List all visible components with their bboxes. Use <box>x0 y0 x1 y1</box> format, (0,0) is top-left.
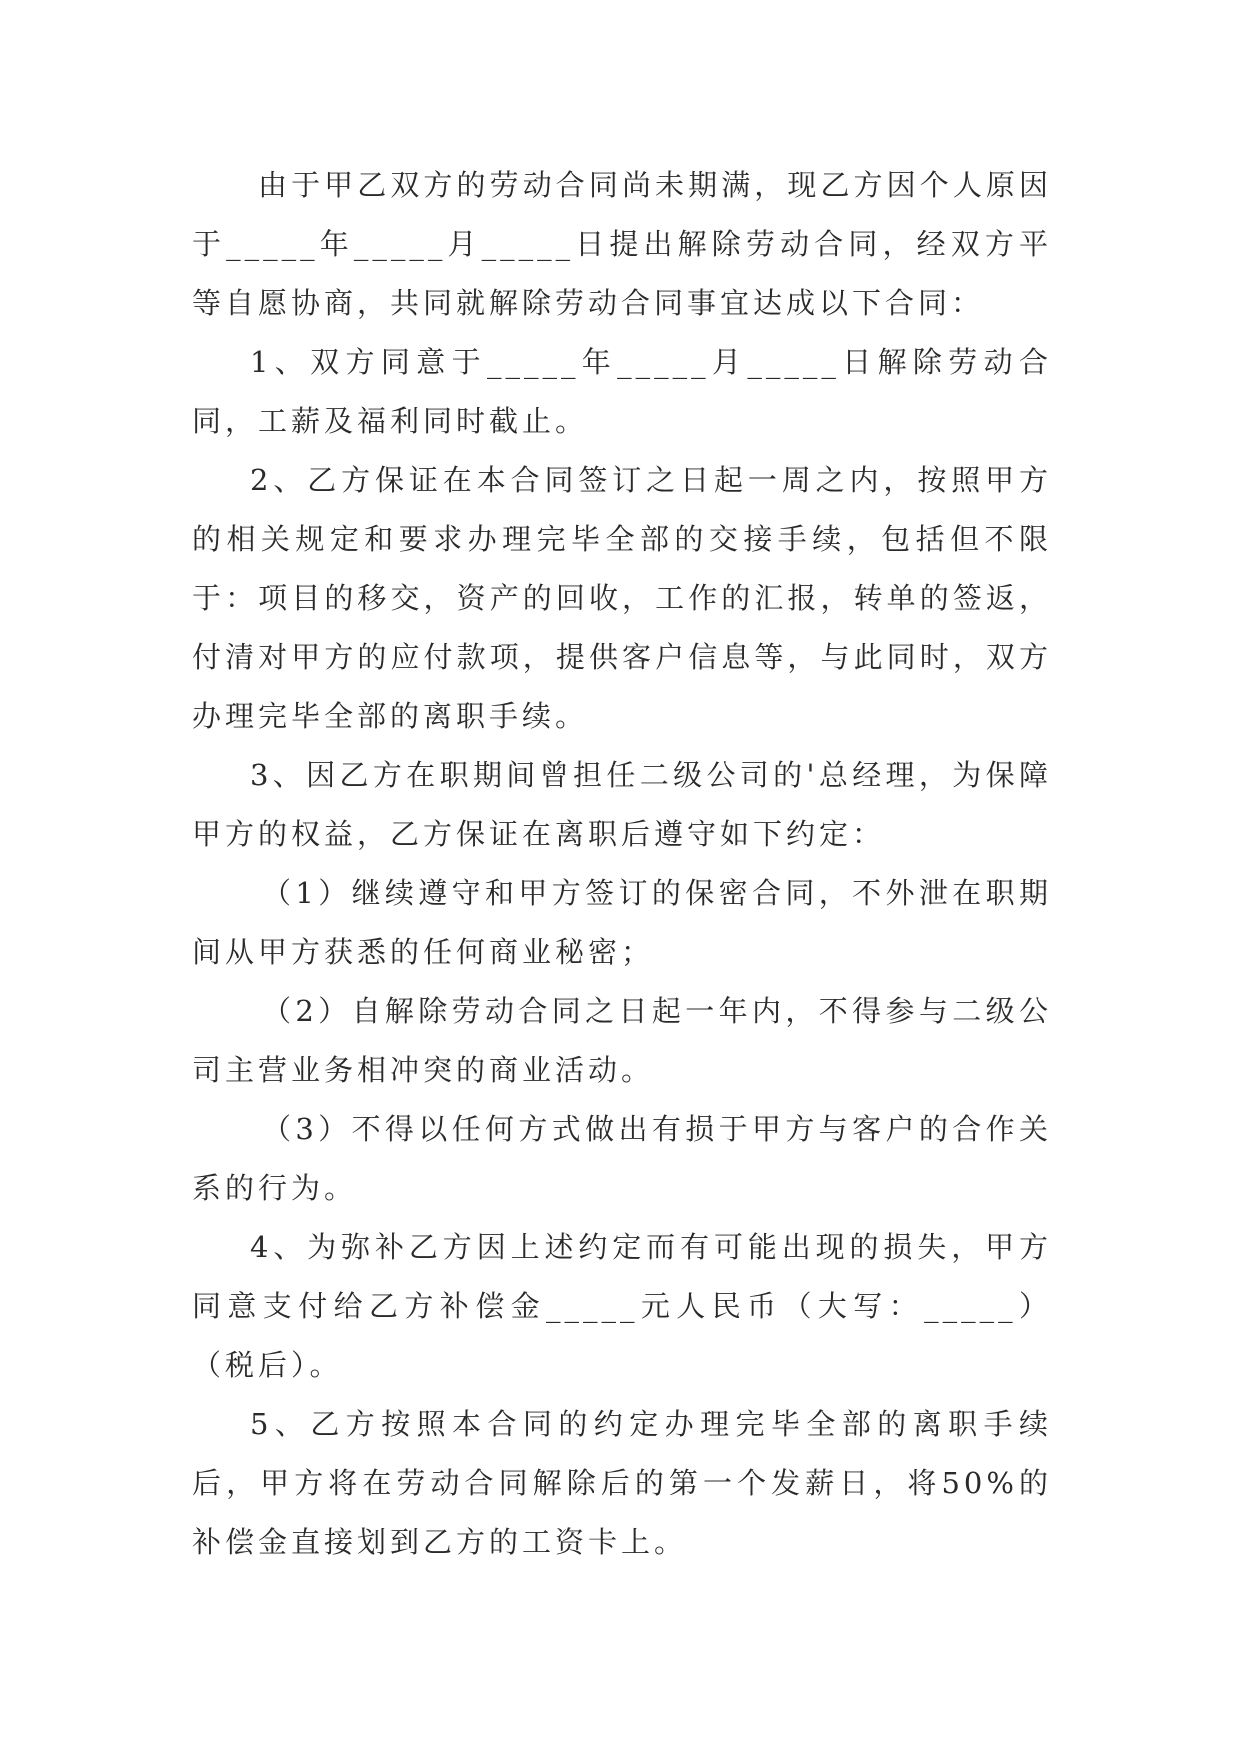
clause-3-paragraph: 3、因乙方在职期间曾担任二级公司的'总经理，为保障甲方的权益，乙方保证在离职后遵守如下约定： <box>192 758 1052 851</box>
intro-paragraph: 由于甲乙双方的劳动合同尚未期满，现乙方因个人原因于_____年_____月_____日提出解除劳动合同，经双方平等自愿协商，共同就解除劳动合同事宜达成以下合同： <box>192 168 1052 320</box>
clause-4-paragraph: 4、为弥补乙方因上述约定而有可能出现的损失，甲方同意支付给乙方补偿金_____元人民币（大写：_____）（税后）。 <box>192 1230 1052 1382</box>
clause-3-item-3-paragraph: （3）不得以任何方式做出有损于甲方与客户的合作关系的行为。 <box>192 1112 1052 1205</box>
contract-body <box>192 156 1052 1572</box>
clause-1-paragraph: 1、双方同意于_____年_____月_____日解除劳动合同，工薪及福利同时截止。 <box>192 345 1052 438</box>
clause-3-item-1-paragraph: （1）继续遵守和甲方签订的保密合同，不外泄在职期间从甲方获悉的任何商业秘密； <box>192 876 1052 969</box>
clause-3-item-2-paragraph: （2）自解除劳动合同之日起一年内，不得参与二级公司主营业务相冲突的商业活动。 <box>192 994 1052 1087</box>
clause-5-paragraph: 5、乙方按照本合同的约定办理完毕全部的离职手续后，甲方将在劳动合同解除后的第一个发薪日，将50%的补偿金直接划到乙方的工资卡上。 <box>192 1407 1052 1559</box>
clause-2-paragraph: 2、乙方保证在本合同签订之日起一周之内，按照甲方的相关规定和要求办理完毕全部的交接手续，包括但不限于：项目的移交，资产的回收，工作的汇报，转单的签返，付清对甲方的应付款项，提供客户信息等，与此同时，双方办理完毕全部的离职手续。 <box>192 463 1052 733</box>
